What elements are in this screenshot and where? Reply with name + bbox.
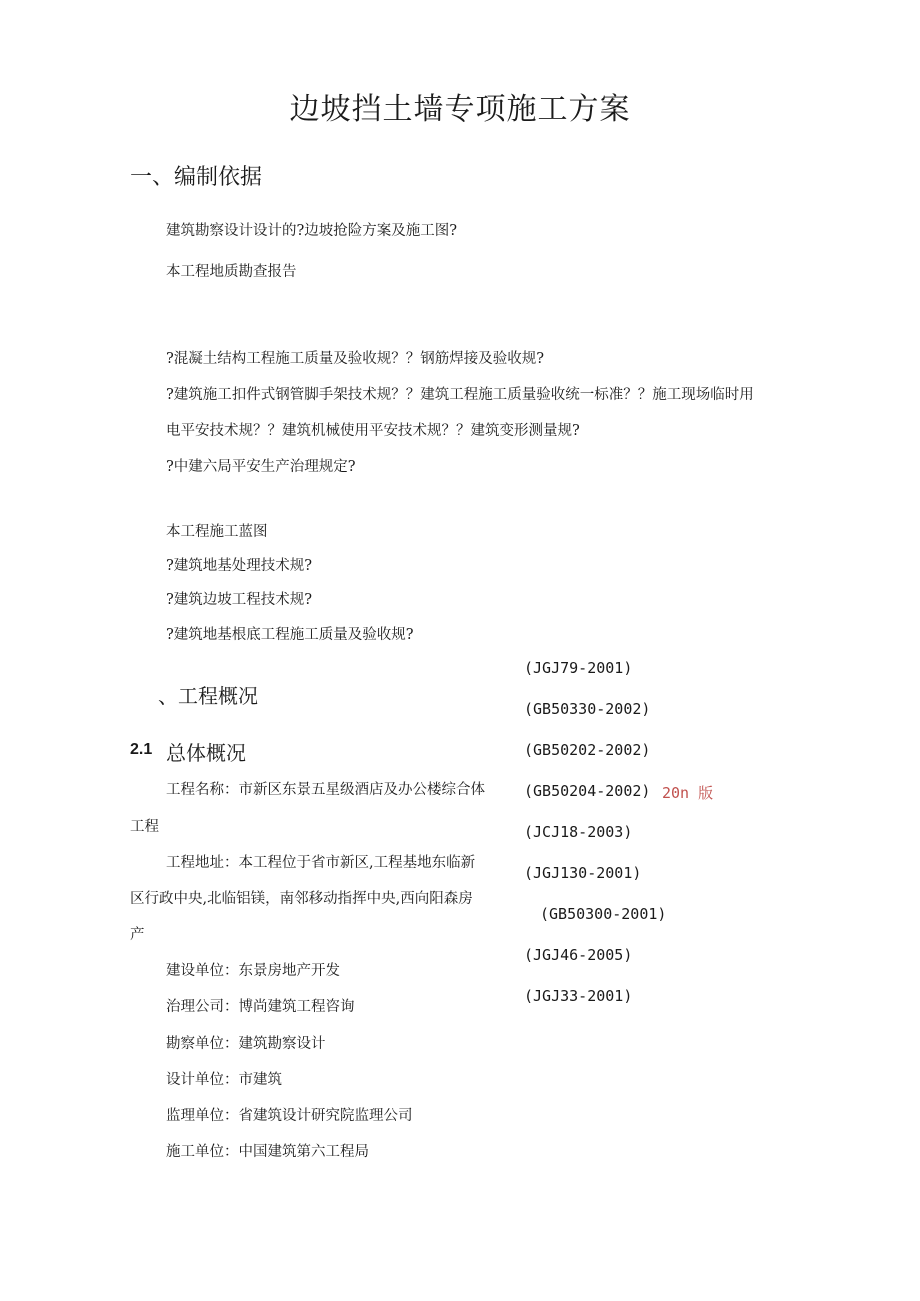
address-line: 工程地址：本工程位于省市新区,工程基地东临新 [166,855,476,871]
basis-line: ?建筑边坡工程技术规? [166,592,313,608]
standard-code: (GB50202-2002) [524,741,651,759]
unit-line: 建设单位：东景房地产开发 [166,963,340,979]
subsection-number: 2.1 [130,741,153,758]
document-title: 边坡挡土墙专项施工方案 [289,92,631,127]
basis-line: ?建筑地基根底工程施工质量及验收规? [166,627,414,643]
basis-line: ?中建六局平安生产治理规定? [166,459,356,475]
subsection-heading: 总体概况 [166,741,246,765]
standard-code: (JCJ18-2003) [524,823,633,841]
unit-line: 设计单位：市建筑 [166,1072,282,1088]
basis-line: ?混凝土结构工程施工质量及验收规？？钢筋焊接及验收规? [166,351,545,367]
project-name-line: 工程名称：市新区东景五星级酒店及办公楼综合体 [166,782,485,798]
section2-heading: 、工程概况 [158,684,258,708]
unit-line: 治理公司：博尚建筑工程咨询 [166,999,355,1015]
standard-code: (JGJ46-2005) [524,946,633,964]
project-name-line: 工程 [130,819,159,835]
standard-code: (JGJ33-2001) [524,987,633,1005]
address-line: 区行政中央,北临铝镁，南邻移动指挥中央,西向阳森房 [130,891,473,907]
standard-code: (GB50204-2002) [524,782,651,800]
unit-line: 监理单位：省建筑设计研究院监理公司 [166,1108,413,1124]
unit-line: 施工单位：中国建筑第六工程局 [166,1144,369,1160]
address-line: 产 [130,927,145,943]
unit-line: 勘察单位：建筑勘察设计 [166,1036,326,1052]
basis-line: ?建筑地基处理技术规? [166,558,313,574]
version-note: 20n 版 [662,784,714,802]
basis-line: 电平安技术规？？建筑机械使用平安技术规？？建筑变形测量规? [166,423,580,439]
standard-code: (JGJ130-2001) [524,864,642,882]
basis-line: 建筑勘察设计设计的?边坡抢险方案及施工图? [166,223,458,239]
basis-line: 本工程施工蓝图 [166,524,268,540]
standard-code: (GB50330-2002) [524,700,651,718]
section1-heading: 一、编制依据 [130,165,263,190]
standard-code: (GB50300-2001) [540,905,667,923]
basis-line: 本工程地质勘查报告 [166,264,297,280]
basis-line: ?建筑施工扣件式钢管脚手架技术规？？建筑工程施工质量验收统一标准？？施工现场临时用 [166,387,754,403]
standard-code: (JGJ79-2001) [524,659,633,677]
